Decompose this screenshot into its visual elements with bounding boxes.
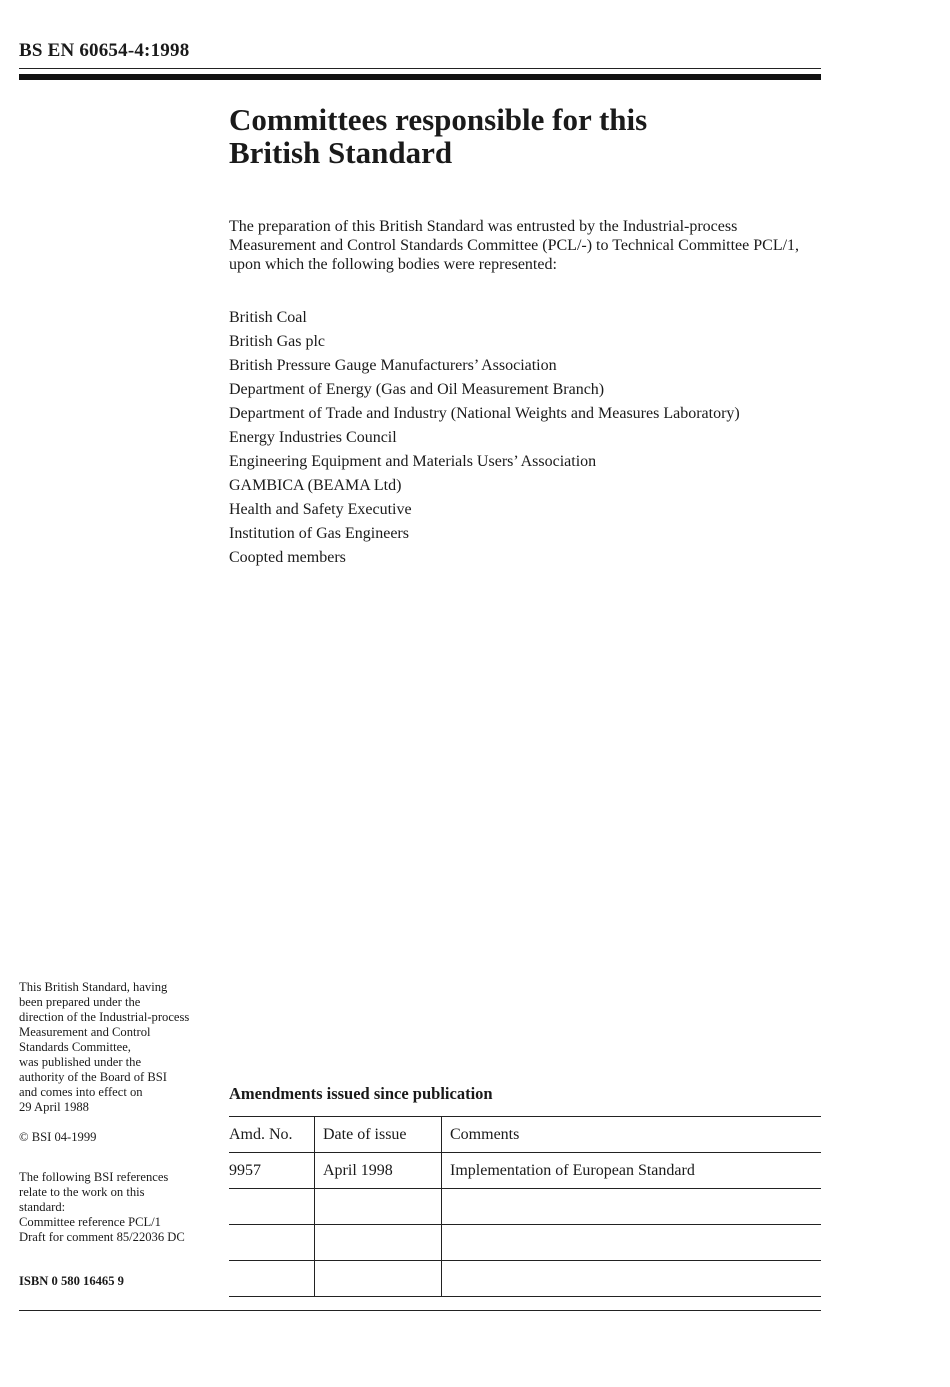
publication-note: This British Standard, having been prepared under the direction of the Industrial-process Measurement and Control Standards Committee, was published under the authority of the Board of BSI and comes into effect on 29 April 1988 <box>19 980 190 1114</box>
amendments-table <box>229 1116 821 1297</box>
represented-bodies-list <box>229 308 821 572</box>
table-cell <box>315 1189 442 1225</box>
intro-paragraph: The preparation of this British Standard was entrusted by the Industrial-process Measurement and Control Standards Committee (PCL/-) to Technical Committee PCL/1, upon which the following bodies were represented: <box>229 218 800 273</box>
table-cell <box>229 1189 315 1225</box>
table-row <box>229 1261 821 1297</box>
list-item: Department of Trade and Industry (National Weights and Measures Laboratory) <box>229 405 740 422</box>
header-thick-rule <box>19 74 821 80</box>
amendments-heading: Amendments issued since publication <box>229 1084 493 1103</box>
document-reference: BS EN 60654-4:1998 <box>19 40 190 61</box>
list-item: Engineering Equipment and Materials Users’ Association <box>229 453 597 470</box>
list-item: Coopted members <box>229 549 346 566</box>
list-item: Energy Industries Council <box>229 429 397 446</box>
table-row <box>229 1189 821 1225</box>
header-thin-rule <box>19 68 821 69</box>
list-item: British Gas plc <box>229 333 325 350</box>
isbn: ISBN 0 580 16465 9 <box>19 1274 124 1288</box>
table-row <box>229 1225 821 1261</box>
title-line-1: Committees responsible for this <box>229 102 648 137</box>
table-cell <box>442 1261 822 1297</box>
table-cell: Implementation of European Standard <box>442 1153 822 1189</box>
column-header-date: Date of issue <box>315 1117 442 1153</box>
table-cell <box>442 1225 822 1261</box>
column-header-amd-no: Amd. No. <box>229 1117 315 1153</box>
table-cell <box>229 1261 315 1297</box>
table-cell <box>315 1225 442 1261</box>
sidebar <box>19 980 229 1289</box>
table-cell: 9957 <box>229 1153 315 1189</box>
table-header-row <box>229 1117 821 1153</box>
footer-rule <box>19 1310 821 1311</box>
list-item: Institution of Gas Engineers <box>229 525 409 542</box>
list-item: Health and Safety Executive <box>229 501 412 518</box>
table-cell <box>229 1225 315 1261</box>
table-row <box>229 1153 821 1189</box>
page-title <box>229 103 819 169</box>
column-header-comments: Comments <box>442 1117 822 1153</box>
copyright-notice: © BSI 04-1999 <box>19 1130 97 1144</box>
table-cell <box>442 1189 822 1225</box>
list-item: GAMBICA (BEAMA Ltd) <box>229 477 402 494</box>
list-item: British Pressure Gauge Manufacturers’ Association <box>229 357 557 374</box>
list-item: British Coal <box>229 309 307 326</box>
bsi-references: The following BSI references relate to the work on this standard: Committee reference PCL/1 Draft for comment 85/22036 DC <box>19 1170 185 1244</box>
table-cell <box>315 1261 442 1297</box>
list-item: Department of Energy (Gas and Oil Measurement Branch) <box>229 381 605 398</box>
title-line-2: British Standard <box>229 135 453 170</box>
table-cell: April 1998 <box>315 1153 442 1189</box>
